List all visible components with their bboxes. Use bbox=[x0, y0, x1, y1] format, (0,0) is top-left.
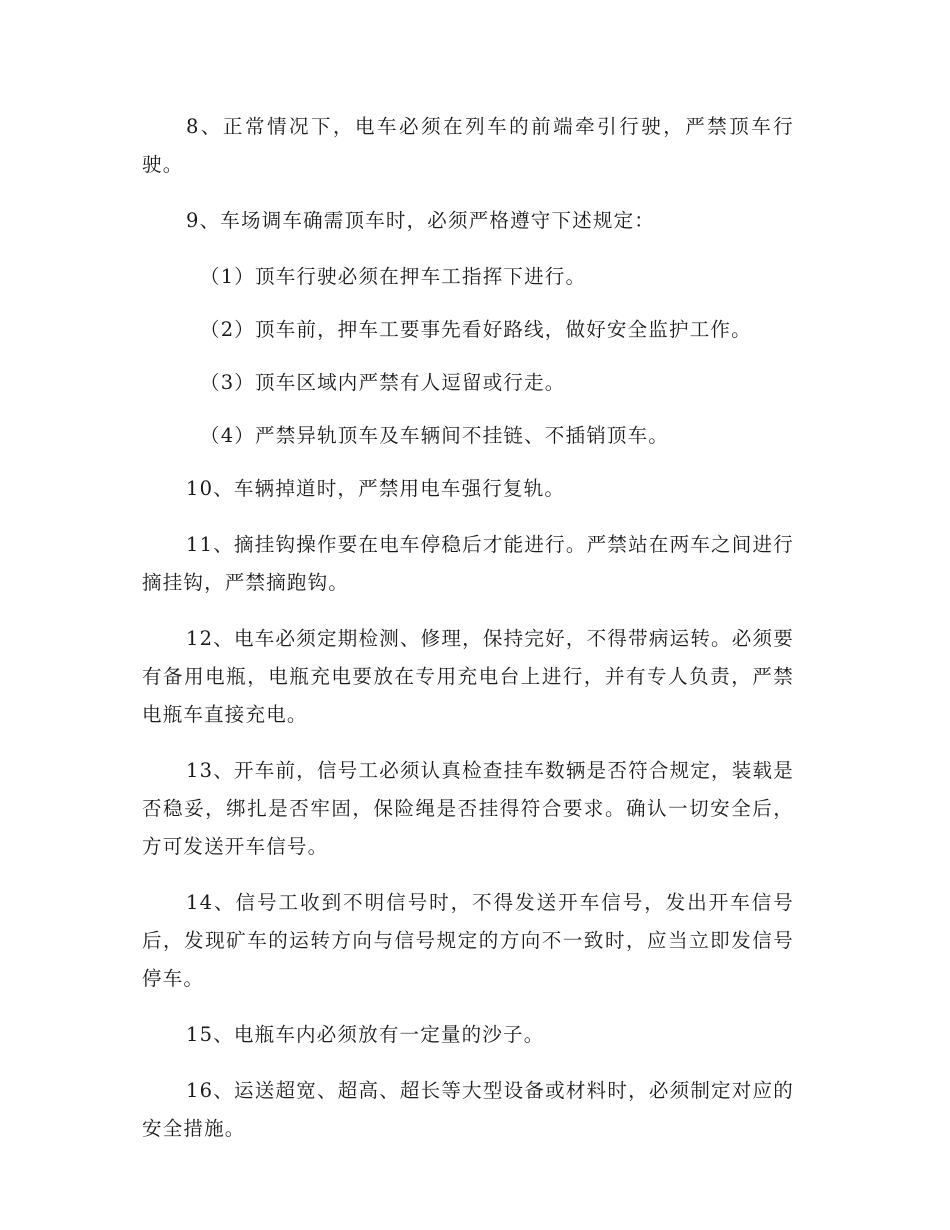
document-body bbox=[142, 108, 794, 1166]
rule-11: 11、摘挂钩操作要在电车停稳后才能进行。严禁站在两车之间进行摘挂钩，严禁摘跑钩。 bbox=[142, 533, 794, 594]
rule-16: 16、运送超宽、超高、超长等大型设备或材料时，必须制定对应的安全措施。 bbox=[142, 1079, 794, 1140]
rule-9-item-3: （3）顶车区域内严禁有人逗留或行走。 bbox=[200, 371, 566, 394]
rule-9-item-1: （1）顶车行驶必须在押车工指挥下进行。 bbox=[200, 265, 587, 288]
rule-8: 8、正常情况下，电车必须在列车的前端牵引行驶，严禁顶车行驶。 bbox=[142, 115, 794, 176]
rule-9-item-2: （2）顶车前，押车工要事先看好路线，做好安全监护工作。 bbox=[200, 318, 752, 341]
rule-10: 10、车辆掉道时，严禁用电车强行复轨。 bbox=[186, 477, 566, 500]
rule-9: 9、车场调车确需顶车时，必须严格遵守下述规定： bbox=[186, 209, 656, 232]
rule-14: 14、信号工收到不明信号时，不得发送开车信号，发出开车信号后，发现矿车的运转方向与信号规定的方向不一致时，应当立即发信号停车。 bbox=[142, 891, 794, 990]
rule-13: 13、开车前，信号工必须认真检查挂车数辆是否符合规定，装载是否稳妥，绑扎是否牢固，保险绳是否挂得符合要求。确认一切安全后，方可发送开车信号。 bbox=[142, 759, 794, 858]
rule-9-item-4: （4）严禁异轨顶车及车辆间不挂链、不插销顶车。 bbox=[200, 424, 670, 447]
rule-12: 12、电车必须定期检测、修理，保持完好，不得带病运转。必须要有备用电瓶，电瓶充电要放在专用充电台上进行，并有专人负责，严禁电瓶车直接充电。 bbox=[142, 627, 794, 726]
rule-15: 15、电瓶车内必须放有一定量的沙子。 bbox=[186, 1023, 545, 1046]
